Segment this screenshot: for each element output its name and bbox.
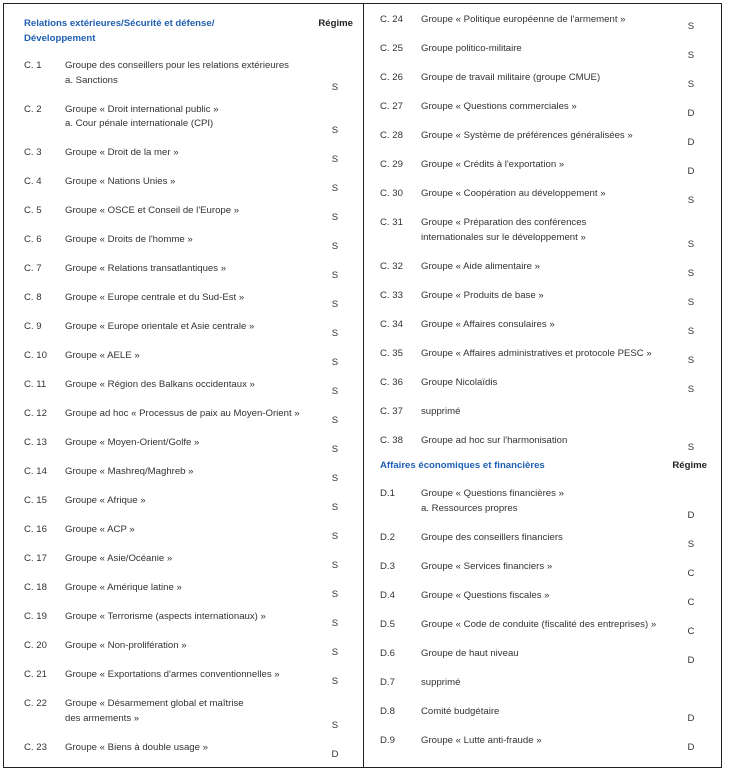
row-regime: S [331,473,339,484]
row-regime: S [687,441,695,453]
row-label-line: Groupe « Europe centrale et du Sud-Est » [65,292,245,303]
row-label [421,487,564,516]
row-code: D.3 [380,560,395,572]
row-label-line: Groupe « Mashreq/Maghreb » [65,466,194,477]
row-label-line: Groupe « Lutte anti-fraude » [421,734,542,746]
row-label [65,175,175,190]
row-label [421,129,633,144]
row-label [421,347,652,362]
table-row [0,320,363,349]
row-code: C. 29 [380,159,403,170]
row-regime: S [687,50,695,61]
row-code: C. 16 [24,524,47,535]
row-code: C. 9 [24,321,42,332]
row-regime: S [331,560,339,571]
table-row [0,523,363,552]
table-row [0,378,363,407]
row-label [65,59,289,88]
row-code: C. 30 [380,188,403,199]
section-title [24,16,214,46]
row-label-line: Groupe « Politique européenne de l'armement » [421,14,626,25]
row-regime: S [687,538,695,550]
row-label-line: Groupe Nicolaïdis [421,376,498,388]
row-label-line: Groupe « Terrorisme (aspects internationaux) » [65,611,266,622]
row-label [65,523,135,538]
row-label-line: Groupe « Système de préférences généralisées » [421,130,633,141]
row-label-line: Groupe « AELE » [65,350,140,361]
row-label [421,705,499,720]
row-code: C. 38 [380,434,403,446]
row-regime: S [331,676,339,687]
row-label-line: Groupe « Questions commerciales » [421,101,577,112]
row-code: C. 24 [380,14,403,25]
row-label [65,436,199,451]
row-label-line: Groupe « Questions fiscales » [421,589,550,601]
table-row [0,639,363,668]
row-label [421,42,522,57]
row-regime: S [687,195,695,206]
table-row [356,100,722,129]
row-regime: S [687,325,695,337]
row-label [421,318,555,333]
row-code: C. 3 [24,147,42,158]
row-code: C. 21 [24,669,47,680]
row-code: C. 11 [24,379,47,390]
row-regime: S [331,81,339,93]
row-label [421,260,540,275]
row-label-line: Groupe ad hoc sur l'harmonisation [421,434,568,446]
table-row [356,376,722,405]
row-code: C. 36 [380,376,403,388]
row-code: C. 33 [380,289,403,301]
table-row [356,13,722,42]
row-code: C. 18 [24,582,47,593]
row-code: C. 22 [24,698,47,709]
row-regime: S [687,354,695,366]
row-regime: S [331,415,339,426]
table-row [0,581,363,610]
regime-header: Régime [318,18,353,29]
row-regime: D [687,166,695,177]
row-label-line: Groupe « Afrique » [65,495,146,506]
row-code: D.8 [380,705,395,717]
row-label [421,560,552,575]
row-label-line: Comité budgétaire [421,705,500,717]
row-code: C. 25 [380,43,403,54]
row-regime: S [331,386,339,397]
table-row [356,676,722,705]
row-label-line: Groupe « Région des Balkans occidentaux » [65,379,255,390]
row-label-line: Groupe « Affaires administratives et protocole PESC » [421,347,652,359]
row-code: C. 6 [24,234,42,245]
row-code: C. 7 [24,263,42,274]
row-regime: S [331,154,339,165]
row-label [65,349,140,364]
row-label [65,494,146,509]
row-label [65,146,179,161]
left-column [0,0,363,760]
row-regime: S [331,719,339,731]
table-row [0,349,363,378]
row-code: D.1 [380,488,395,499]
row-regime: S [331,125,339,136]
row-label-line: Groupe « ACP » [65,524,135,535]
row-label-line: supprimé [421,405,461,417]
row-label-line: Groupe « Affaires consulaires » [421,318,555,330]
section-header [356,458,722,473]
table-row [0,552,363,581]
row-label-line: Groupe « Aide alimentaire » [421,260,540,272]
row-code: C. 2 [24,103,42,115]
row-label-line: a. Ressources propres [421,502,518,514]
row-label-line: Groupe « Relations transatlantiques » [65,263,227,274]
row-label-line: Groupe des conseillers financiers [421,531,563,543]
row-label-line: Groupe « Biens à double usage » [65,741,208,753]
table-row [356,560,722,589]
row-regime: S [687,21,695,32]
row-code: C. 5 [24,205,42,216]
row-regime: S [331,270,339,281]
row-code: C. 17 [24,553,47,564]
row-label-line: Groupe « Nations Unies » [65,176,176,187]
table-row [0,103,363,147]
row-label-line: Groupe « Préparation des conférences [421,217,587,228]
row-regime: S [687,296,695,308]
row-label-line: Groupe « Coopération au développement » [421,188,606,199]
row-label [65,552,172,567]
row-regime: S [331,618,339,629]
row-label [65,465,194,480]
row-label-line: Groupe politico-militaire [421,43,522,54]
row-label [421,589,550,604]
row-label [65,262,226,277]
row-regime: S [331,444,339,455]
table-row [0,262,363,291]
row-regime: D [331,748,339,760]
table-row [356,42,722,71]
row-label [421,158,564,173]
row-code: C. 37 [380,405,403,417]
row-label-line: Groupe « Droit international public » [65,103,219,115]
row-label [65,204,239,219]
row-label [421,647,519,662]
table-row [0,436,363,465]
row-label-line: des armements » [65,712,140,724]
row-code: C. 23 [24,741,47,753]
row-label-line: Groupe « Exportations d'armes conventionnelles » [65,669,280,680]
row-label-line: Groupe « Droit de la mer » [65,147,179,158]
table-row [0,204,363,233]
section-title-line: Relations extérieures/Sécurité et défense/ [24,18,215,29]
table-row [0,59,363,103]
row-label [65,697,244,726]
table-row [0,407,363,436]
row-label [421,434,567,449]
table-row [0,494,363,523]
row-label [65,103,219,132]
row-regime: S [331,212,339,223]
row-label [421,13,626,28]
table-row [0,697,363,741]
row-label-line: Groupe de travail militaire (groupe CMUE) [421,72,601,83]
row-label-line: Groupe « Europe orientale et Asie centrale » [65,321,255,332]
row-label [421,216,586,245]
row-regime: S [687,267,695,279]
row-label-line: Groupe « Désarmement global et maîtrise [65,698,244,709]
row-regime: S [331,183,339,194]
regime-header: Régime [672,460,707,471]
row-code: D.4 [380,589,395,601]
row-code: C. 27 [380,101,403,112]
row-code: C. 4 [24,176,42,187]
row-regime: S [331,531,339,542]
row-code: C. 19 [24,611,47,622]
row-code: C. 15 [24,495,47,506]
row-label [421,618,656,633]
row-label [65,639,187,654]
row-code: D.7 [380,676,395,688]
row-label [65,741,208,756]
row-label [65,291,244,306]
table-row [356,129,722,158]
table-row [356,260,722,289]
row-label-line: Groupe « Asie/Océanie » [65,553,173,564]
row-label [421,676,460,691]
table-row [356,405,722,434]
table-row [356,705,722,734]
row-code: C. 8 [24,292,42,303]
row-code: C. 20 [24,640,47,651]
row-code: C. 32 [380,260,403,272]
row-label [421,289,544,304]
row-label-line: a. Sanctions [65,74,118,86]
row-regime: C [687,625,695,637]
row-label-line: Groupe des conseillers pour les relations extérieures [65,60,289,71]
row-regime: C [687,567,695,579]
row-label [421,376,497,391]
row-code: C. 10 [24,350,47,361]
row-code: D.9 [380,734,395,746]
row-label [421,531,563,546]
row-label-line: Groupe « Moyen-Orient/Golfe » [65,437,200,448]
row-regime: D [687,712,695,724]
row-label [421,734,542,749]
table-row [356,187,722,216]
table-row [0,291,363,320]
table-row [356,618,722,647]
row-label-line: Groupe ad hoc « Processus de paix au Moyen-Orient » [65,408,300,419]
table-row [0,741,363,770]
row-regime: S [331,647,339,658]
row-code: D.6 [380,647,395,659]
row-label [421,405,460,420]
table-row [356,487,722,531]
row-label [65,668,280,683]
table-row [0,233,363,262]
row-code: C. 12 [24,408,47,419]
row-regime: S [687,383,695,395]
table-row [356,589,722,618]
table-row [0,146,363,175]
table-row [0,175,363,204]
row-code: C. 28 [380,130,403,141]
row-code: C. 14 [24,466,47,477]
row-regime: S [687,79,695,90]
table-row [0,668,363,697]
row-regime: S [331,357,339,368]
row-label-line: Groupe « Questions financières » [421,488,564,499]
table-row [0,465,363,494]
row-label-line: Groupe « Services financiers » [421,560,553,572]
row-label [65,320,254,335]
row-regime: S [687,238,695,250]
row-label [421,187,606,202]
table-row [356,347,722,376]
row-label-line: Groupe « Droits de l'homme » [65,234,193,245]
row-regime: S [331,328,339,339]
row-label-line: internationales sur le développement » [421,231,586,243]
row-label [421,71,600,86]
row-regime: D [687,108,695,119]
row-label [65,581,182,596]
row-regime: S [331,502,339,513]
section-title: Affaires économiques et financières [380,460,545,471]
row-label-line: Groupe de haut niveau [421,647,519,659]
table-row [356,531,722,560]
row-code: C. 34 [380,318,403,330]
row-label [65,378,255,393]
row-label [65,407,300,422]
row-regime: D [687,741,695,753]
row-code: C. 26 [380,72,403,83]
row-label-line: supprimé [421,676,461,688]
row-label [65,610,266,625]
row-regime: S [331,241,339,252]
row-label [421,100,577,115]
row-regime: S [331,299,339,310]
table-row [356,318,722,347]
table-row [356,216,722,260]
table-row [356,734,722,763]
row-code: C. 35 [380,347,403,359]
row-label-line: Groupe « Code de conduite (fiscalité des entreprises) » [421,618,657,630]
row-label-line: a. Cour pénale internationale (CPI) [65,118,214,129]
row-label-line: Groupe « OSCE et Conseil de l'Europe » [65,205,240,216]
row-regime: D [687,137,695,148]
row-regime: S [331,589,339,600]
row-label [65,233,193,248]
row-label-line: Groupe « Amérique latine » [65,582,182,593]
row-code: D.2 [380,531,395,543]
row-regime: D [687,654,695,666]
row-code: C. 1 [24,60,42,71]
row-label-line: Groupe « Produits de base » [421,289,544,301]
row-code: C. 31 [380,217,403,228]
row-label-line: Groupe « Crédits à l'exportation » [421,159,565,170]
section-title-line: Développement [24,33,96,44]
row-code: C. 13 [24,437,47,448]
table-row [356,289,722,318]
table-row [356,71,722,100]
table-row [356,158,722,187]
row-regime: D [687,509,695,521]
row-code: D.5 [380,618,395,630]
table-row [356,647,722,676]
row-regime: C [687,596,695,608]
table-row [0,610,363,639]
row-label-line: Groupe « Non-prolifération » [65,640,187,651]
